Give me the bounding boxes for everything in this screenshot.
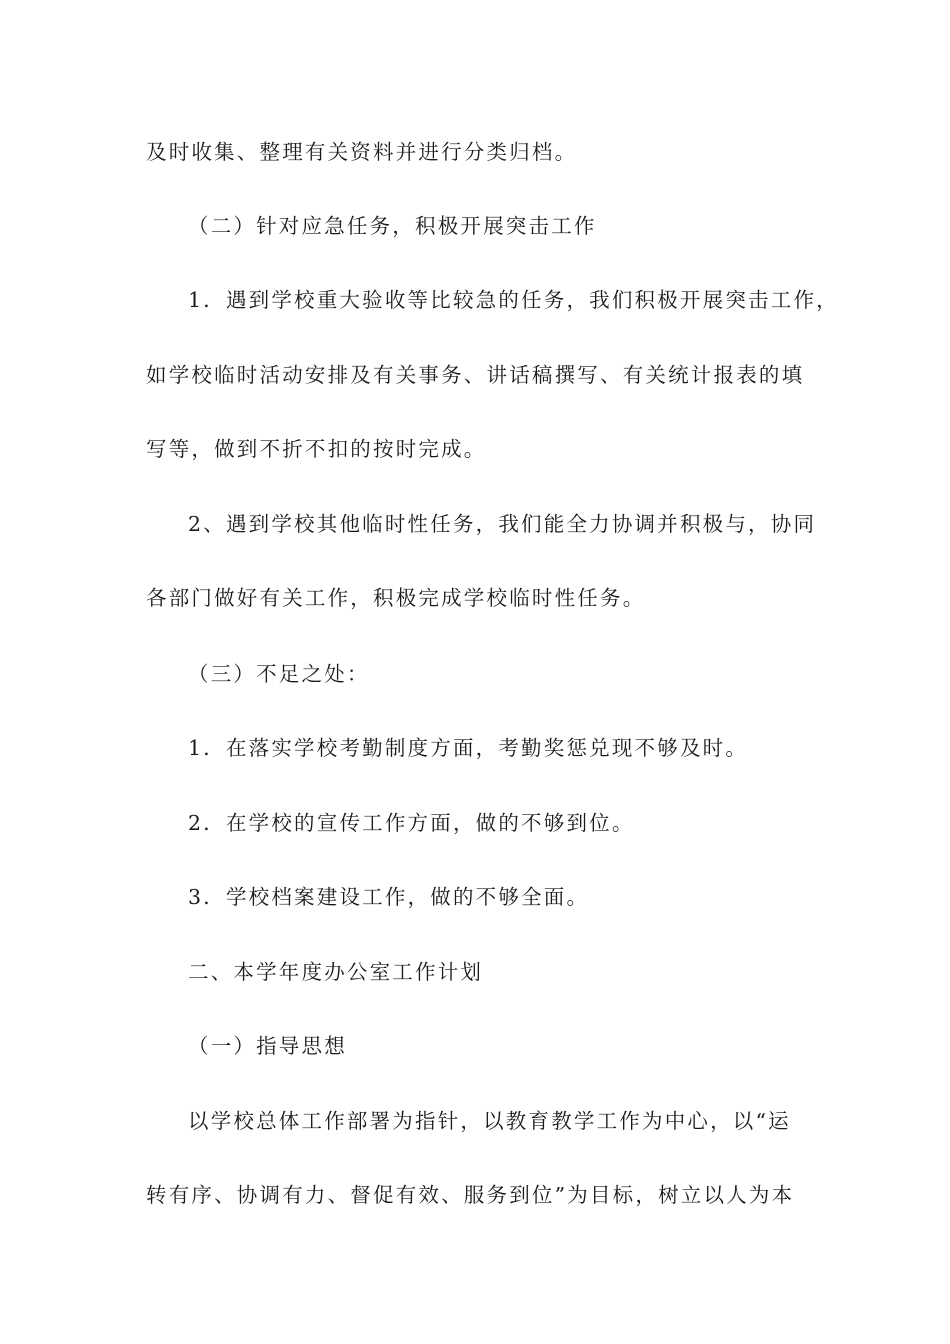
list-item: 3．学校档案建设工作，做的不够全面。 [188, 885, 590, 909]
list-item: 1．在落实学校考勤制度方面，考勤奖惩兑现不够及时。 [188, 736, 749, 760]
paragraph-line: 1．遇到学校重大验收等比较急的任务，我们积极开展突击工作， [188, 288, 839, 312]
section-heading: （三）不足之处： [188, 662, 370, 686]
paragraph-line: 如学校临时活动安排及有关事务、讲话稿撰写、有关统计报表的填 [146, 363, 805, 387]
paragraph-line: 写等，做到不折不扣的按时完成。 [146, 437, 487, 461]
paragraph-line: 2、遇到学校其他临时性任务，我们能全力协调并积极与，协同 [188, 512, 817, 536]
section-heading: 二、本学年度办公室工作计划 [188, 960, 484, 984]
list-item: 2．在学校的宣传工作方面，做的不够到位。 [188, 811, 635, 835]
section-heading: （一）指导思想 [188, 1034, 347, 1058]
paragraph-line: 各部门做好有关工作，积极完成学校临时性任务。 [146, 586, 646, 610]
section-heading: （二）针对应急任务，积极开展突击工作 [188, 214, 597, 238]
paragraph-line: 以学校总体工作部署为指针，以教育教学工作为中心，以“运 [188, 1109, 791, 1133]
paragraph-line: 及时收集、整理有关资料并进行分类归档。 [146, 140, 578, 164]
paragraph-line: 转有序、协调有力、督促有效、服务到位”为目标，树立以人为本 [146, 1183, 795, 1207]
